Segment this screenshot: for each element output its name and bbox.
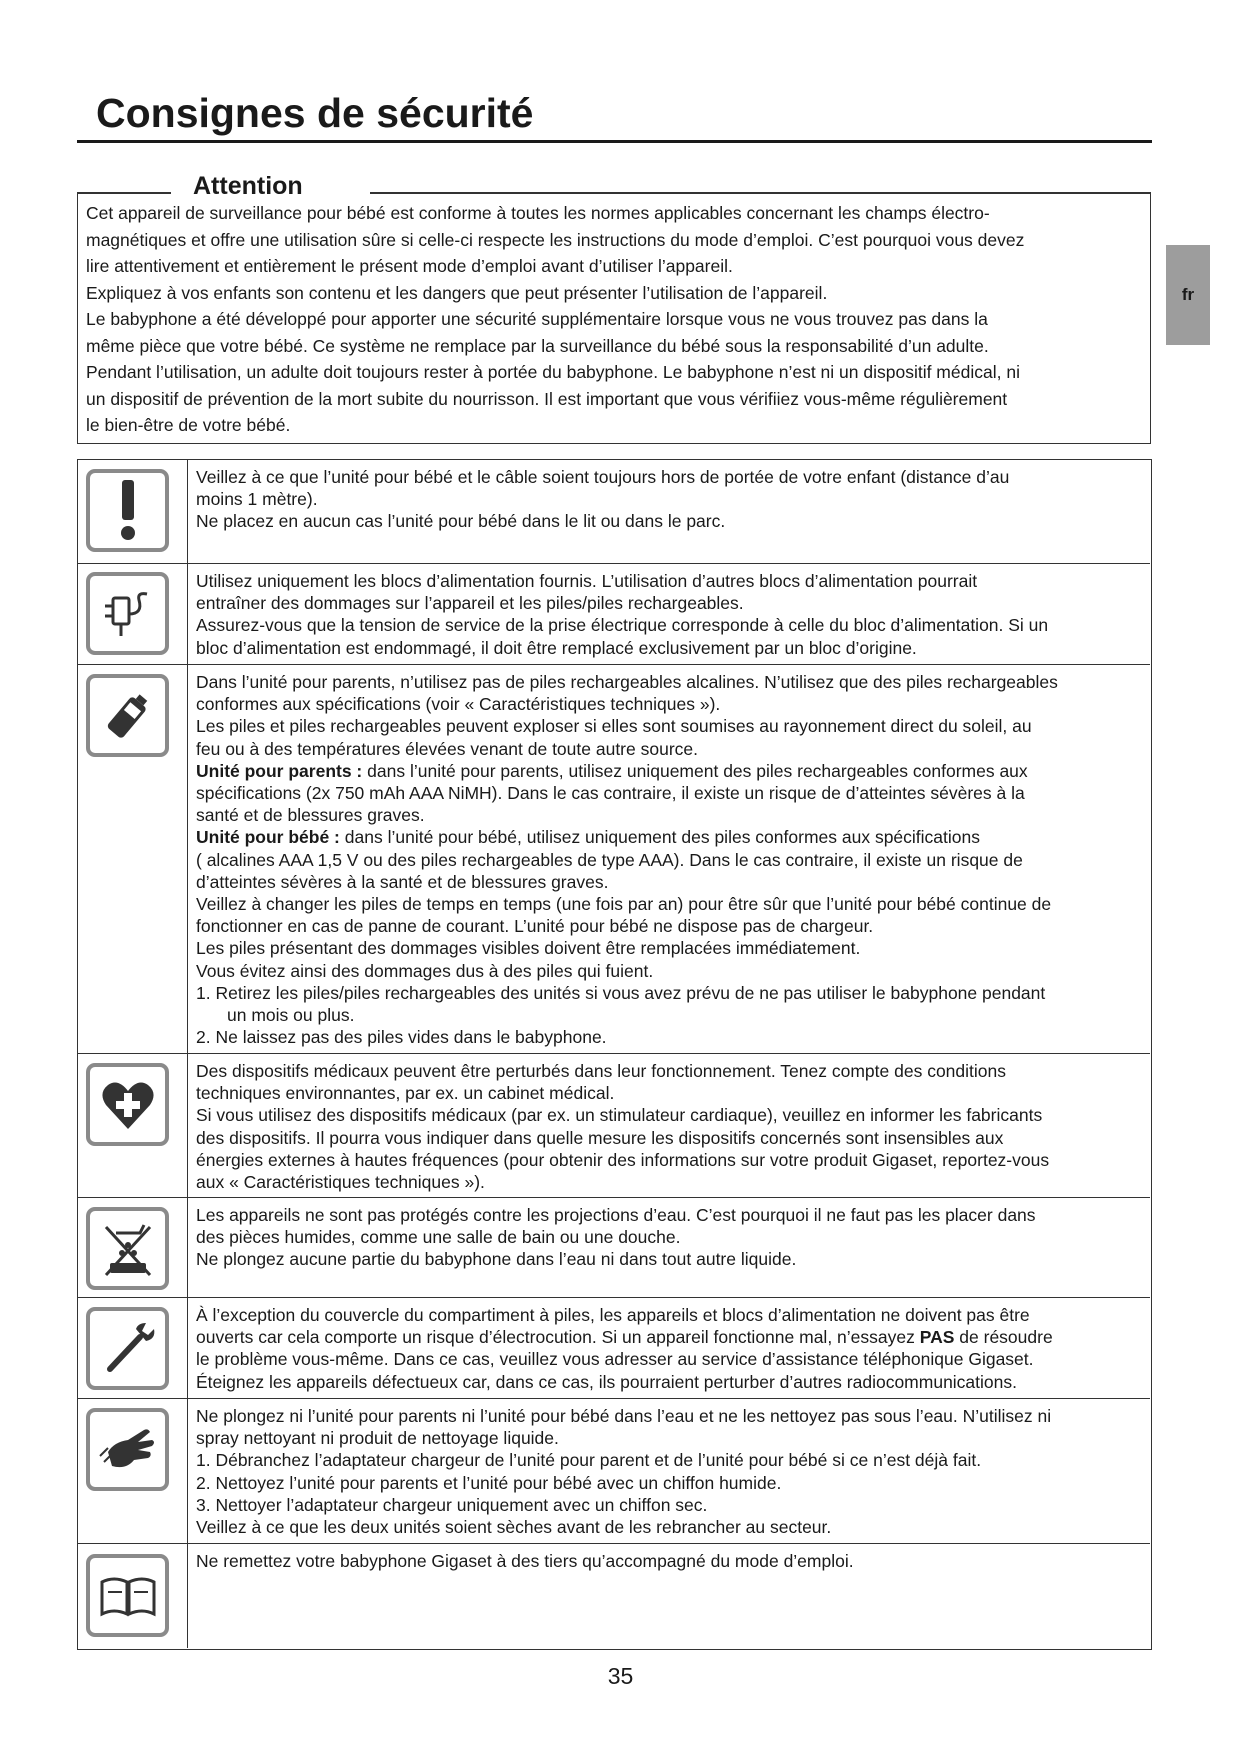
wrench-icon [86,1307,169,1390]
text-line: Ne plongez ni l’unité pour parents ni l’unité pour bébé dans l’eau et ne les nettoyez pas sous l’eau. N’utilisez ni [196,1406,1052,1426]
table-row [78,1054,1150,1198]
text-line: spécifications (2x 750 mAh AAA NiMH). Dans le cas contraire, il existe un risque de d’atteintes sévères à la [196,783,1025,804]
table-row [78,1544,1150,1648]
table-row [78,564,1150,665]
attention-heading: Attention [193,172,303,200]
attention-line: le bien-être de votre bébé. [86,415,291,435]
attention-line: Le babyphone a été développé pour apporter une sécurité supplémentaire lorsque vous ne vous trouvez pas dans la [86,309,988,329]
text-line: Les appareils ne sont pas protégés contre les projections d’eau. C’est pourquoi il ne faut pas les placer dans [196,1205,1036,1225]
text-line: 2. Ne laissez pas des piles vides dans le babyphone. [196,1027,607,1048]
text-line: énergies externes à hautes fréquences (pour obtenir des informations sur votre produit Gigaset, reportez-vous [196,1149,1050,1170]
text-line: des pièces humides, comme une salle de bain ou une douche. [196,1227,681,1248]
text-line: des dispositifs. Il pourra vous indiquer dans quelle mesure les dispositifs concernés sont insensibles aux [196,1127,1004,1148]
text-line: Éteignez les appareils défectueux car, dans ce cas, ils pourraient perturber d’autres radiocommunications. [196,1371,1017,1392]
text-line: spray nettoyant ni produit de nettoyage liquide. [196,1428,559,1449]
text-line: le problème vous-même. Dans ce cas, veuillez vous adresser au service d’assistance téléphonique Gigaset. [196,1349,1034,1370]
text-line [196,1326,1144,1348]
row-text [196,671,1144,1048]
text-line: Assurez-vous que la tension de service de la prise électrique corresponde à celle du bloc d’alimentation. Si un [196,615,1049,636]
row-text [196,570,1144,659]
text-line: À l’exception du couvercle du compartiment à piles, les appareils et blocs d’alimentation ne doivent pas être [196,1305,1030,1325]
text-line: 1. Retirez les piles/piles rechargeables des unités si vous avez prévu de ne pas utiliser le babyphone pendant [196,982,1046,1003]
text-line: aux « Caractéristiques techniques »). [196,1172,485,1193]
text-line: Ne remettez votre babyphone Gigaset à des tiers qu’accompagné du mode d’emploi. [196,1551,854,1571]
text-line: Ne placez en aucun cas l’unité pour bébé dans le lit ou dans le parc. [196,511,726,532]
text-line: moins 1 mètre). [196,489,318,510]
text-line: d’atteintes sévères à la santé et de blessures graves. [196,871,609,892]
text-line: bloc d’alimentation est endommagé, il doit être remplacé exclusivement par un bloc d’origine. [196,637,917,658]
text-line: Veillez à changer les piles de temps en temps (une fois par an) pour être sûr que l’unité pour bébé continue de [196,894,1052,915]
text-line: Les piles présentant des dommages visibles doivent être remplacées immédiatement. [196,938,861,959]
text-line: santé et de blessures graves. [196,805,425,826]
row-text [196,1060,1144,1193]
page-number: 35 [607,1663,634,1689]
text-span: dans l’unité pour parents, utilisez uniquement des piles rechargeables conformes aux [367,760,1028,781]
attention-line: magnétiques et offre une utilisation sûre si celle-ci respecte les instructions du mode d’emploi. C’est pourquoi vous devez [86,229,1025,250]
text-line [196,760,1144,782]
row-text [196,1550,1144,1572]
table-row [78,1198,1150,1298]
page-title: Consignes de sécurité [96,90,534,136]
text-line: fonctionner en cas de panne de courant. L’unité pour bébé ne dispose pas de chargeur. [196,916,874,937]
text-line: Utilisez uniquement les blocs d’alimentation fournis. L’utilisation d’autres blocs d’alimentation pourrait [196,571,978,591]
power-adapter-icon [86,572,169,655]
attention-line: un dispositif de prévention de la mort subite du nourrisson. Il est important que vous vérifiiez vous-même régulièrement [86,388,1008,409]
table-row [78,665,1150,1054]
text-line: Si vous utilisez des dispositifs médicaux (par ex. un stimulateur cardiaque), veuillez en informer les fabricants [196,1105,1043,1126]
text-line: Veillez à ce que les deux unités soient sèches avant de les rebrancher au secteur. [196,1517,832,1538]
text-line: conformes aux spécifications (voir « Caractéristiques techniques »). [196,694,721,715]
table-row [78,460,1150,564]
bold-label: Unité pour bébé : [196,827,340,848]
title-rule [77,140,1152,143]
cleaning-hand-icon [86,1408,169,1491]
icon-cell [78,665,188,1053]
manual-book-icon [86,1554,169,1637]
attention-body [86,200,1148,439]
language-tab: fr [1166,245,1210,345]
icon-cell [78,460,188,563]
bold-word: PAS [919,1327,955,1348]
table-row [78,1298,1150,1399]
attention-line: Pendant l’utilisation, un adulte doit toujours rester à portée du babyphone. Le babyphone n’est ni un dispositif médical, ni [86,362,1020,382]
text-line: un mois ou plus. [227,1005,355,1026]
attention-line: Expliquez à vos enfants son contenu et les dangers que peut présenter l’utilisation de l’appareil. [86,282,828,303]
text-line: Des dispositifs médicaux peuvent être perturbés dans leur fonctionnement. Tenez compte des conditions [196,1061,1006,1081]
text-line [196,826,1144,848]
icon-cell [78,1544,188,1648]
text-line: feu ou à des températures élevées venant de toute autre source. [196,738,698,759]
text-line: ( alcalines AAA 1,5 V ou des piles rechargeables de type AAA). Dans le cas contraire, il existe un risque de [196,849,1023,870]
medical-heart-icon [86,1063,169,1146]
safety-table [77,459,1152,1650]
icon-cell [78,564,188,664]
icon-cell [78,1198,188,1297]
text-span: ouverts car cela comporte un risque d’électrocution. Si un appareil fonctionne mal, n’essayez [196,1327,920,1348]
text-span: de résoudre [959,1327,1053,1348]
text-line: techniques environnantes, par ex. un cabinet médical. [196,1083,615,1104]
icon-cell [78,1298,188,1398]
text-line: Dans l’unité pour parents, n’utilisez pas de piles rechargeables alcalines. N’utilisez que des piles rechargeables [196,672,1058,692]
row-text [196,1405,1144,1538]
icon-cell [78,1399,188,1543]
icon-cell [78,1054,188,1197]
text-line: entraîner des dommages sur l’appareil et les piles/piles rechargeables. [196,593,744,614]
text-line: Ne plongez aucune partie du babyphone dans l’eau ni dans tout autre liquide. [196,1249,797,1270]
attention-line: même pièce que votre bébé. Ce système ne remplace par la surveillance du bébé sous la responsabilité d’un adulte. [86,335,989,356]
table-row [78,1399,1150,1544]
text-line: 1. Débranchez l’adaptateur chargeur de l’unité pour parent et de l’unité pour bébé si ce n’est déjà fait. [196,1450,982,1471]
text-line: 3. Nettoyer l’adaptateur chargeur uniquement avec un chiffon sec. [196,1494,708,1515]
row-text [196,1304,1144,1393]
battery-icon [86,674,169,757]
text-span: dans l’unité pour bébé, utilisez uniquement des piles conformes aux spécifications [344,827,980,848]
row-text [196,1204,1144,1271]
attention-line: Cet appareil de surveillance pour bébé est conforme à toutes les normes applicables concernant les champs électro- [86,203,990,223]
row-text [196,466,1144,533]
bold-label: Unité pour parents : [196,760,363,781]
attention-line: lire attentivement et entièrement le présent mode d’emploi avant d’utiliser l’appareil. [86,256,733,276]
text-line: Veillez à ce que l’unité pour bébé et le câble soient toujours hors de portée de votre enfant (distance d’au [196,467,1010,487]
warning-exclamation-icon [86,469,169,552]
no-water-icon [86,1207,169,1290]
text-line: Les piles et piles rechargeables peuvent exploser si elles sont soumises au rayonnement direct du soleil, au [196,716,1032,737]
text-line: 2. Nettoyez l’unité pour parents et l’unité pour bébé avec un chiffon humide. [196,1472,782,1493]
text-line: Vous évitez ainsi des dommages dus à des piles qui fuient. [196,960,654,981]
